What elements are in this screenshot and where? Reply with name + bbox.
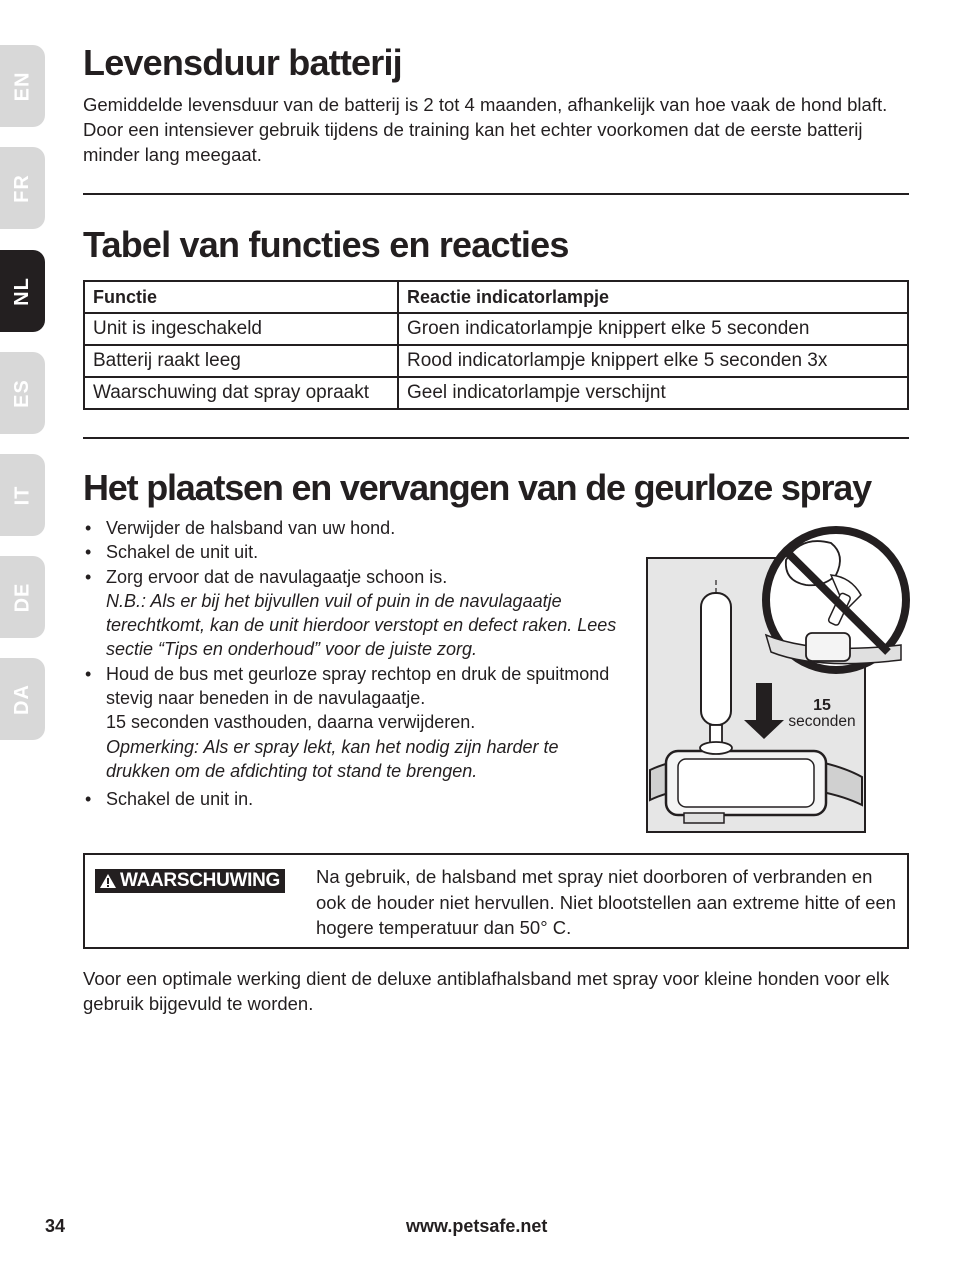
- table-cell: Groen indicatorlampje knippert elke 5 seconden: [398, 313, 908, 345]
- tab-en[interactable]: [0, 45, 45, 127]
- step-text: Verwijder de halsband van uw hond.: [106, 518, 396, 538]
- tab-label: ES: [11, 378, 33, 408]
- table-cell: Waarschuwing dat spray opraakt: [84, 377, 398, 409]
- tab-label: DA: [10, 683, 33, 715]
- tab-label: EN: [10, 71, 33, 101]
- page-number: 34: [45, 1216, 66, 1236]
- list-item: [83, 662, 623, 783]
- closing-text: Voor een optimale werking dient de deluxe antiblafhalsband met spray voor kleine honden voor elk gebruik bijgevuld te worden.: [83, 968, 890, 1014]
- tab-label: IT: [11, 485, 33, 505]
- table-row: [84, 313, 908, 345]
- step-note: N.B.: Als er bij het bijvullen vuil of puin in de navulagaatje terechtkomt, kan de unit hierdoor verstopt en defect raken. Lees sectie “Tips en onderhoud” voor de juiste zorg.: [106, 590, 617, 660]
- table-header: Functie: [84, 281, 398, 313]
- warning-triangle-icon: [99, 873, 117, 889]
- table-row: [84, 345, 908, 377]
- step-text: • Zorg ervoor dat de navulagaatje schoon is.: [106, 566, 448, 587]
- tab-es[interactable]: [0, 352, 45, 434]
- step-text: Schakel de unit uit.: [106, 542, 259, 563]
- warning-label: [95, 869, 285, 893]
- functions-heading: Tabel van functies en reacties: [83, 224, 569, 265]
- tab-da[interactable]: [0, 658, 45, 740]
- refill-steps: [83, 516, 623, 812]
- tab-label: NL: [10, 276, 33, 306]
- refill-illustration: [646, 515, 911, 835]
- step-text: Schakel de unit in.: [106, 789, 254, 810]
- list-item: [83, 516, 623, 540]
- battery-heading: Levensduur batterij: [83, 42, 402, 83]
- table-row: [84, 377, 908, 409]
- table-cell: Geel indicatorlampje verschijnt: [398, 377, 908, 409]
- step-text: • Houd de bus met geurloze spray rechtop en druk de spuitmond stevig naar beneden in de navulagaatje.: [106, 663, 610, 709]
- step-hold-text: 15 seconden vasthouden, daarna verwijderen.: [106, 712, 476, 733]
- table-cell: Unit is ingeschakeld: [84, 313, 398, 345]
- list-item: [83, 787, 623, 811]
- warning-label-text: WAARSCHUWING: [120, 870, 280, 891]
- tab-label: FR: [10, 173, 33, 203]
- table-header-row: [84, 281, 908, 313]
- table-header: Reactie indicatorlampje: [398, 281, 908, 313]
- battery-text: Gemiddelde levensduur van de batterij is 2 tot 4 maanden, afhankelijk van hoe vaak de hond blaft. Door een intensiever gebruik tijdens de training kan het echter voorkomen dat de eerste batterij minder lang meegaat.: [83, 94, 888, 165]
- refill-illustration-svg: [646, 515, 911, 835]
- footer-url[interactable]: www.petsafe.net: [406, 1216, 548, 1236]
- figure-number: 15: [813, 697, 831, 714]
- list-item: [83, 540, 623, 564]
- tab-nl[interactable]: [0, 250, 45, 332]
- tab-label: DE: [10, 582, 33, 612]
- step-note: Opmerking: Als er spray lekt, kan het nodig zijn harder te drukken om de afdichting tot stand te brengen.: [106, 736, 559, 781]
- table-cell: Batterij raakt leeg: [84, 345, 398, 377]
- divider: [83, 193, 909, 195]
- list-item: [83, 565, 623, 662]
- warning-text: Na gebruik, de halsband met spray niet doorboren of verbranden en ook de houder niet hervullen. Niet blootstellen aan extreme hitte of een hogere temperatuur dan 50° C.: [316, 866, 897, 938]
- tab-fr[interactable]: [0, 147, 45, 229]
- functions-table: [83, 280, 909, 410]
- warning-box: [83, 853, 909, 949]
- figure-unit: seconden: [788, 713, 856, 730]
- tab-de[interactable]: [0, 556, 45, 638]
- table-cell: Rood indicatorlampje knippert elke 5 seconden 3x: [398, 345, 908, 377]
- divider: [83, 437, 909, 439]
- tab-it[interactable]: [0, 454, 45, 536]
- refill-heading: Het plaatsen en vervangen van de geurloze spray: [83, 467, 871, 508]
